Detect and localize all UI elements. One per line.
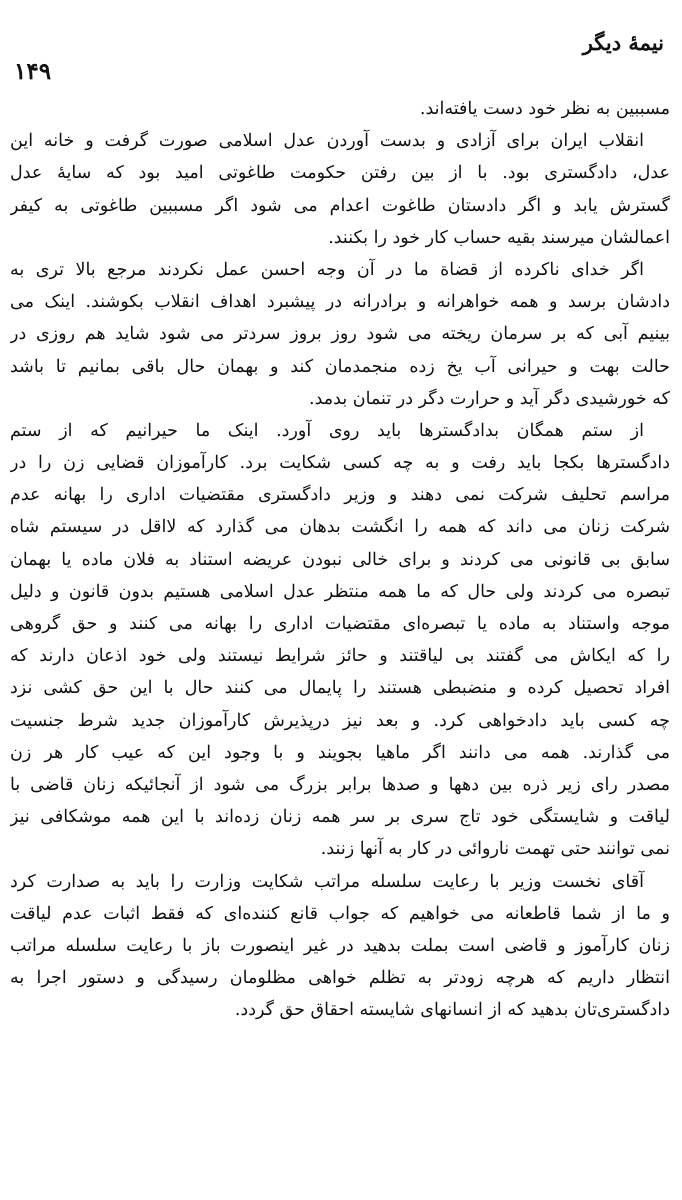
text-line: را که ایکاش می گفتند بی لیاقتند و حائز شرایط نیستند ولی خود اذعان دارند که xyxy=(10,646,670,667)
text-line: لیاقت و شایستگی خود تاج سری بر سر همه زنان زده‌اند با این همه موشکافی نیز xyxy=(10,807,670,828)
text-line: می گذارند. همه می دانند اگر ماهیا بجویند و با وجود این که عیب کار هر زن xyxy=(10,742,670,763)
body-text xyxy=(10,93,670,1026)
text-line: بینیم آبی که بر سرمان ریخته می شود روز بروز سردتر می شود شاید هم روزی در xyxy=(10,324,670,345)
text-line: دادگستری‌تان بدهید که از انسانهای شایسته احقاق حق گردد. xyxy=(234,1000,670,1021)
text-line: که خورشیدی دگر آید و حرارت دگر در تنمان بدمد. xyxy=(309,388,670,409)
text-line: و ما از شما قاطعانه می خواهیم که جواب قانع کننده‌ای که فقط اثبات عدم لیاقت xyxy=(10,903,670,924)
text-line: دادشان برسد و همه خواهرانه و برادرانه در پیشبرد اهداف انقلاب بکوشند. اینک می xyxy=(10,292,670,313)
running-title: نیمهٔ دیگر xyxy=(582,30,664,55)
text-line: اگر خدای ناکرده از قضاة ما در آن وجه احسن عمل نکردند مرجع بالا تری به xyxy=(10,259,644,280)
text-line: مراسم تحلیف شرکت نمی دهند و وزیر دادگستری مقتضیات اداری را بهانه عدم xyxy=(10,485,670,506)
text-line: از ستم همگان بدادگسترها باید روی آورد. اینک ما حیرانیم که از ستم xyxy=(10,420,644,441)
page-number: ۱۴۹ xyxy=(14,58,52,85)
text-line: تبصره می کردند ولی حال که ما همه منتظر عدل اسلامی هستیم بدون قانون و دلیل xyxy=(10,581,670,602)
text-line: موجه واستناد به ماده یا تبصره‌ای مقتضیات اداری را بهانه می کنند و حق گروهی xyxy=(10,614,670,634)
text-line: آقای نخست وزیر با رعایت سلسله مراتب شکایت وزارت را باید به صدارت کرد xyxy=(10,871,644,892)
text-line: دادگسترها بکجا باید رفت و به چه کسی شکایت برد. کارآموزان قضایی زن را در xyxy=(10,453,670,474)
text-line: زنان کارآموز و قاضی است بملت بدهید در غیر اینصورت باز با رعایت سلسله مراتب xyxy=(10,935,670,956)
text-line: شرکت زنان می داند که همه را انگشت بدهان می گذارد که لااقل در سیستم شاه xyxy=(10,517,670,538)
text-line: حالت بهت و حیرانی آب یخ زده منجمدمان کند و بهمان حال باقی بمانیم تا باشد xyxy=(10,356,670,377)
text-line: انقلاب ایران برای آزادی و بدست آوردن عدل اسلامی صورت گرفت و خانه این xyxy=(10,131,644,152)
text-line: انتظار داریم که هرچه زودتر به تظلم خواهی مظلومان رسیدگی و دستور اجرا به xyxy=(10,968,670,989)
text-line: افراد تحصیل کرده و منضبطی هستند را پایمال می کنند حال با این حق کشی نزد xyxy=(10,678,670,699)
text-line: اعمالشان میرسند بقیه حساب کار خود را بکنند. xyxy=(328,227,670,248)
text-line: مصدر رای زیر ذره بین دهها و صدها برابر بزرگ می شود از آنجائیکه زنان قاضی با xyxy=(10,774,670,795)
text-line: نمی توانند حتی تهمت ناروائی در کار به آنها زنند. xyxy=(320,839,670,860)
text-line: چه کسی باید دادخواهی کرد. و بعد نیز درپذیرش کارآموزان جدید شرط جنسیت xyxy=(10,710,670,731)
text-line: گسترش یابد و اگر دادستان طاغوت اعدام می شود اگر مسببین طاغوتی به کیفر xyxy=(10,195,670,216)
text-line: عدل، دادگستری بود. با از بین رفتن حکومت طاغوتی امید بود که سایهٔ عدل xyxy=(10,163,670,184)
text-line: مسببین به نظر خود دست یافته‌اند. xyxy=(419,99,670,119)
text-line: سابق بی قانونی می کردند و برای خالی نبودن عریضه استناد به فلان ماده یا بهمان xyxy=(10,549,670,570)
